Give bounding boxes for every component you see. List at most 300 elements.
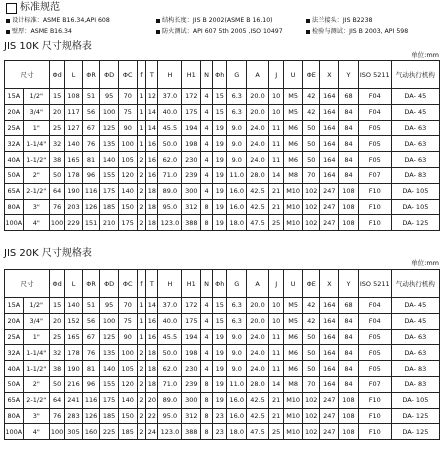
table-cell: 175 [182,313,201,329]
table-cell: 95.0 [158,199,182,215]
table-cell: DA- 63 [391,152,439,168]
bullet-icon [156,19,160,23]
table-cell: F10 [358,408,391,424]
table-cell: 247 [320,392,339,408]
table-cell: 8 [201,376,213,392]
table-cell: 32 [49,345,64,361]
table-cell: 18 [146,361,158,377]
table-cell: M5 [284,313,303,329]
table-row [5,136,440,152]
table-cell: 20.0 [247,104,269,120]
table-cell: 164 [320,313,339,329]
table-cell: 18.0 [227,215,247,231]
header-cell: T [146,270,158,298]
table-cell: 102 [302,408,320,424]
table-cell: 2 [137,152,146,168]
table-cell: 4 [201,152,213,168]
table-cell: 178 [65,345,83,361]
table-cell: 18 [146,183,158,199]
table-cell: M8 [284,167,303,183]
table-cell: 6.3 [227,89,247,105]
table-cell: 16 [146,313,158,329]
table-cell: 151 [82,215,100,231]
table-cell: 247 [320,408,339,424]
table-cell: 185 [118,424,137,440]
table-cell: 2-1/2" [23,183,49,199]
table-cell: 21 [269,408,284,424]
table-cell: 175 [100,392,119,408]
spec-flange: 法兰接头：JIS B2238 [312,17,373,24]
table-cell: 2 [137,215,146,231]
table-cell: 42 [302,89,320,105]
table-cell: 164 [320,120,339,136]
table-cell: 16.0 [227,408,247,424]
table-cell: 185 [100,199,119,215]
table-cell: 19 [213,376,227,392]
table-cell: DA- 63 [391,345,439,361]
table-cell: 71.0 [158,167,182,183]
table-cell: 67 [82,329,100,345]
table-cell: 100 [118,136,137,152]
table-cell: 1 [137,120,146,136]
header-cell: f [137,61,146,89]
table-row [5,120,440,136]
table-cell: 190 [65,183,83,199]
table-cell: 70 [302,376,320,392]
header-cell: ΦC [118,270,137,298]
table-cell: 38 [49,152,64,168]
table-cell: 19 [213,183,227,199]
table-cell: 2 [137,408,146,424]
table-cell: 9.0 [227,120,247,136]
table-cell: 194 [182,329,201,345]
table-cell: 50 [302,329,320,345]
table-cell: F05 [358,120,391,136]
table-cell: 64 [49,183,64,199]
table-cell: 312 [182,408,201,424]
table-cell: 1 [137,89,146,105]
table-cell: 6.3 [227,313,247,329]
table-cell: 190 [65,361,83,377]
table-cell: 4 [201,183,213,199]
table-cell: 21 [269,183,284,199]
table-cell: 239 [182,167,201,183]
table-cell: 23 [213,408,227,424]
table-cell: M8 [284,376,303,392]
table-cell: 1-1/4" [23,136,49,152]
table-cell: 76 [82,345,100,361]
table-cell: 42 [302,298,320,314]
table-row [5,152,440,168]
table-cell: F05 [358,136,391,152]
table-cell: 105 [118,152,137,168]
header-cell: J [269,270,284,298]
header-cell: 尺寸 [5,61,50,89]
table-cell: 117 [65,104,83,120]
table-cell: 11.0 [227,167,247,183]
table-cell: 164 [320,89,339,105]
table-cell: 19 [213,120,227,136]
table-cell: 90 [118,329,137,345]
table-cell: 56 [82,313,100,329]
table-cell: 108 [339,392,359,408]
table-cell: 8 [201,215,213,231]
header-cell: N [201,270,213,298]
table-cell: 81 [82,361,100,377]
table-cell: 9.0 [227,152,247,168]
header-cell: H [158,270,182,298]
table-row [5,361,440,377]
table-cell: 4 [201,120,213,136]
header-cell: ISO 5211 [358,61,391,89]
table-cell: 16.0 [227,183,247,199]
table-cell: 84 [339,167,359,183]
header-cell: Φd [49,270,64,298]
table-cell: 155 [100,376,119,392]
table-cell: 80A [5,199,24,215]
table-cell: F07 [358,167,391,183]
table-cell: M6 [284,136,303,152]
table-cell: 45.5 [158,120,182,136]
table-cell: 4" [23,215,49,231]
table-cell: 164 [320,376,339,392]
table-cell: 1" [23,120,49,136]
table-cell: 14 [269,376,284,392]
table-row [5,408,440,424]
spec-fire-test: 防火测试：API 607 5th 2005 ,ISO 10497 [162,28,283,35]
table-cell: 32A [5,345,24,361]
table-cell: 20.0 [247,298,269,314]
header-cell: X [320,270,339,298]
table-cell: 6.3 [227,298,247,314]
table-cell: 18 [146,199,158,215]
table-cell: 81 [82,152,100,168]
table-cell: 14 [269,167,284,183]
table-cell: 84 [339,104,359,120]
table-cell: 2" [23,376,49,392]
table-cell: 305 [65,424,83,440]
table-cell: DA- 45 [391,89,439,105]
table-cell: 37.0 [158,89,182,105]
table-cell: 71.0 [158,376,182,392]
table-cell: 18.0 [227,424,247,440]
table-row [5,167,440,183]
table-cell: F05 [358,361,391,377]
table-cell: 19 [213,167,227,183]
table-cell: 1 [137,313,146,329]
table-cell: 152 [65,313,83,329]
table-cell: 28.0 [247,167,269,183]
table-cell: 165 [65,329,83,345]
header-cell: U [284,270,303,298]
table-cell: 239 [182,376,201,392]
table-cell: F10 [358,199,391,215]
table-cell: 1-1/2" [23,152,49,168]
table-cell: 25 [269,424,284,440]
table-cell: 11 [269,361,284,377]
bullet-icon [306,30,310,34]
table-cell: 32 [49,136,64,152]
table-cell: 8 [201,424,213,440]
table-cell: 50 [302,120,320,136]
table-cell: 24.0 [247,345,269,361]
table-cell: 100A [5,424,24,440]
header-cell: 气动执行机构 [391,270,439,298]
table-cell: 1" [23,329,49,345]
table-cell: 28.0 [247,376,269,392]
table-cell: 47.5 [247,215,269,231]
table-cell: 25 [269,215,284,231]
table-cell: 2 [137,376,146,392]
table-cell: 9.0 [227,361,247,377]
table-cell: 84 [339,361,359,377]
table-cell: 126 [82,408,100,424]
table-cell: 108 [339,424,359,440]
table-cell: 15A [5,89,24,105]
table-cell: 8 [201,392,213,408]
table-cell: 2 [137,183,146,199]
header-cell: ΦR [82,61,100,89]
table-cell: 123.0 [158,215,182,231]
table-cell: DA- 125 [391,424,439,440]
table-cell: 51 [82,298,100,314]
table-cell: 89.0 [158,392,182,408]
table-cell: 4 [201,345,213,361]
table-cell: 172 [182,298,201,314]
table-cell: 160 [82,424,100,440]
table-cell: 64 [49,392,64,408]
table-cell: 89.0 [158,183,182,199]
table-cell: 19 [213,199,227,215]
table-cell: 388 [182,424,201,440]
table-cell: 123.0 [158,424,182,440]
table-cell: 135 [100,136,119,152]
table-header-row [5,61,440,89]
table-cell: 10 [269,104,284,120]
table-cell: 388 [182,215,201,231]
header-cell: ΦR [82,270,100,298]
header-cell: N [201,61,213,89]
table-row [5,104,440,120]
table-cell: F07 [358,376,391,392]
table-cell: 42.5 [247,392,269,408]
table-cell: 40A [5,361,24,377]
standards-heading-text: 标准规范 [20,2,60,13]
table-cell: 19 [213,136,227,152]
table-cell: F04 [358,313,391,329]
table-cell: DA- 83 [391,376,439,392]
table-cell: 84 [339,152,359,168]
standards-row [6,26,442,37]
table-cell: 70 [302,167,320,183]
table-cell: 11 [269,345,284,361]
table-cell: 100 [118,345,137,361]
table-cell: 247 [320,424,339,440]
table-cell: 3/4" [23,313,49,329]
table-cell: M10 [284,408,303,424]
table-cell: 50 [49,376,64,392]
table-cell: 11 [269,136,284,152]
header-cell: T [146,61,158,89]
table-cell: 19 [213,361,227,377]
table-cell: 18 [146,345,158,361]
table-cell: 3/4" [23,104,49,120]
table-cell: 127 [65,120,83,136]
table-cell: DA- 105 [391,392,439,408]
standards-list [6,15,442,37]
table-cell: 50 [302,361,320,377]
table-cell: 38 [49,361,64,377]
table-row [5,329,440,345]
table-cell: 4 [201,361,213,377]
table-cell: 76 [49,199,64,215]
table-cell: 164 [320,329,339,345]
table-cell: 50A [5,376,24,392]
table-cell: M5 [284,298,303,314]
table-cell: 140 [65,298,83,314]
table-cell: 300 [182,183,201,199]
header-cell: f [137,270,146,298]
table-cell: 90 [118,120,137,136]
table-cell: 164 [320,361,339,377]
table-cell: 50 [302,152,320,168]
table-cell: 40A [5,152,24,168]
table-cell: 95 [100,89,119,105]
table-cell: 125 [100,120,119,136]
table-cell: 96 [82,376,100,392]
table-cell: F04 [358,104,391,120]
table-title-10k: JIS 10K 尺寸规格表 [4,41,92,52]
bullet-icon [306,19,310,23]
table-cell: 14 [146,120,158,136]
table-cell: DA- 83 [391,361,439,377]
standards-heading [6,2,60,14]
table-cell: 9.0 [227,136,247,152]
table-cell: M6 [284,345,303,361]
header-cell: ΦC [118,61,137,89]
table-cell: 175 [182,104,201,120]
table-cell: 100A [5,215,24,231]
table-cell: 16 [146,136,158,152]
table-cell: 51 [82,89,100,105]
table-cell: 68 [339,298,359,314]
header-cell: 气动执行机构 [391,61,439,89]
table-cell: 178 [65,167,83,183]
table-cell: 19 [213,345,227,361]
table-cell: F04 [358,298,391,314]
table-cell: 19 [213,152,227,168]
table-cell: F05 [358,345,391,361]
table-cell: 1-1/4" [23,345,49,361]
spec-table-20k [4,269,440,440]
table-cell: F05 [358,329,391,345]
table-cell: 150 [118,408,137,424]
table-cell: 47.5 [247,424,269,440]
table-cell: 1 [137,329,146,345]
table-cell: 164 [320,136,339,152]
spec-design-standard: 设计标准：ASME B16.34,API 608 [12,17,110,24]
table-cell: 20 [49,313,64,329]
table-cell: DA- 45 [391,104,439,120]
table-cell: 116 [82,183,100,199]
table-row [5,313,440,329]
header-cell: Y [339,61,359,89]
table-cell: DA- 63 [391,329,439,345]
table-cell: 20.0 [247,313,269,329]
table-cell: 15 [49,89,64,105]
table-cell: 229 [65,215,83,231]
table-cell: 230 [182,361,201,377]
table-cell: 14 [146,298,158,314]
table-cell: 241 [65,392,83,408]
table-cell: 16 [146,167,158,183]
table-cell: 50A [5,167,24,183]
table-cell: 100 [100,104,119,120]
checkbox-icon [6,3,17,14]
table-row [5,424,440,440]
table-cell: 2 [137,424,146,440]
header-cell: 尺寸 [5,270,50,298]
table-cell: 150 [118,199,137,215]
table-cell: 50 [302,136,320,152]
table-cell: F10 [358,392,391,408]
standards-row [6,15,442,26]
header-cell: ΦE [302,270,320,298]
header-cell: Φh [213,270,227,298]
table-cell: 76 [49,408,64,424]
table-cell: 247 [320,199,339,215]
table-cell: 42.5 [247,199,269,215]
table-cell: 24 [146,424,158,440]
header-cell: H1 [182,61,201,89]
table-cell: 19 [213,215,227,231]
table-cell: 70 [118,89,137,105]
table-cell: 108 [65,89,83,105]
table-cell: 25 [49,120,64,136]
table-cell: 1/2" [23,89,49,105]
table-cell: 76 [82,136,100,152]
table-cell: 108 [339,199,359,215]
table-cell: 216 [65,376,83,392]
table-cell: 2 [137,392,146,408]
table-cell: 19 [213,329,227,345]
table-cell: 4 [201,329,213,345]
table-cell: DA- 63 [391,136,439,152]
table-cell: 16 [146,329,158,345]
table-cell: 42 [302,104,320,120]
table-cell: 203 [65,199,83,215]
table-cell: 45.5 [158,329,182,345]
table-cell: DA- 125 [391,215,439,231]
table-cell: 100 [49,424,64,440]
table-cell: 164 [320,345,339,361]
table-cell: 247 [320,215,339,231]
table-cell: 140 [118,183,137,199]
table-row [5,298,440,314]
table-cell: 68 [339,89,359,105]
table-cell: 1 [137,298,146,314]
table-cell: 194 [182,120,201,136]
table-cell: 116 [82,392,100,408]
table-cell: 102 [302,183,320,199]
table-cell: 56 [82,104,100,120]
table-row [5,89,440,105]
spec-inspection: 检验与测试：JIS B 2003, API 598 [312,28,409,35]
table-cell: 15 [213,313,227,329]
table-cell: 125 [100,329,119,345]
table-cell: 2" [23,167,49,183]
table-row [5,183,440,199]
